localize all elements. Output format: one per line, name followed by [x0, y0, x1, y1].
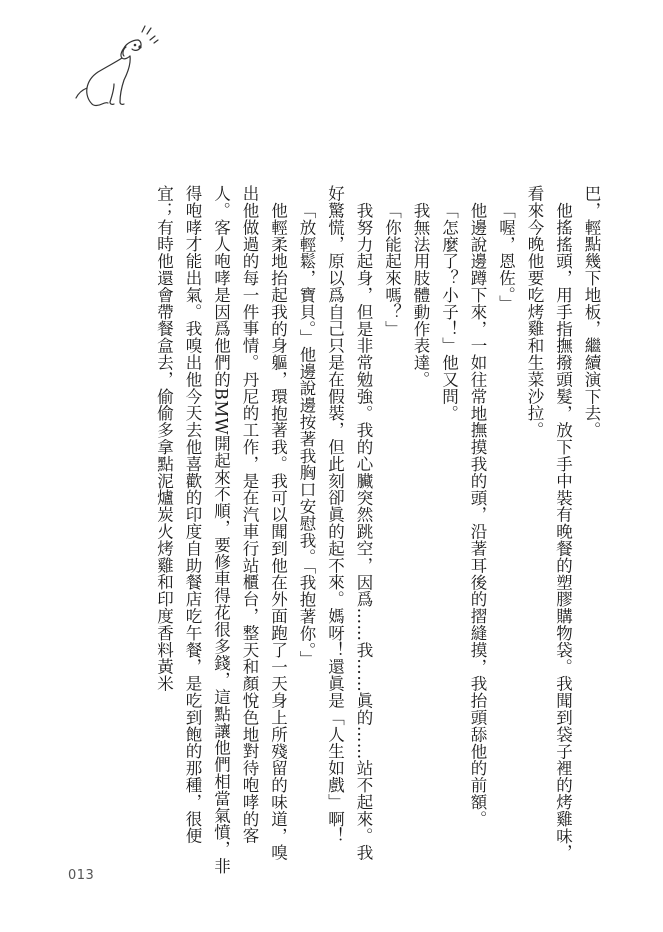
paragraph: 「放輕鬆，寶貝。」他邊說邊按著我胸口安慰我。「我抱著你。」 — [297, 201, 316, 667]
paragraph: 巴，輕點幾下地板，繼續演下去。 — [582, 185, 601, 439]
body-text — [149, 185, 605, 875]
paragraph: 他搖搖頭，用手指撫撥頭髮，放下手中裝有晚餐的塑膠購物袋。我聞到袋子裡的烤雞味，看來今晚他要吃烤雞和生菜沙拉。 — [525, 185, 573, 861]
paragraph: 「你能起來嗎？」 — [382, 201, 402, 337]
paragraph: 「喔，恩佐。」 — [496, 201, 516, 312]
sitting-dog-sketch-icon — [68, 18, 178, 118]
paragraph: 「怎麼了？小子！」他又問。 — [439, 201, 459, 422]
page-number: 013 — [68, 868, 95, 883]
paragraph: 我無法用肢體動作表達。 — [411, 201, 430, 388]
paragraph: 他邊說邊蹲下來，一如往常地撫摸我的頭，沿著耳後的摺縫摸，我抬頭舔他的前額。 — [468, 201, 487, 827]
paragraph: 我努力起身，但是非常勉強。我的心臟突然跳空，因爲……我……眞的……站不起來。我好驚慌，原以爲自己只是在假裝，但此刻卻眞的起不來。媽呀！還眞是「人生如戲」啊！ — [325, 185, 373, 861]
paragraph: 他輕柔地抬起我的身軀，環抱著我。我可以聞到他在外面跑了一天身上所殘留的味道，嗅出他做過的每一件事情。丹尼的工作，是在汽車行站櫃台，整天和顏悅色地對待咆哮的客人。客人咆哮是因爲他們的BMW開起來不順，要修車得花很多錢，這點讓他們相當氣憤，非得咆哮才能出氣。我嗅出他今天去他喜歡的印度自助餐店吃午餐，是吃到飽的那種，很便宜；有時他還會帶餐盒去，偷偷多拿點泥爐炭火烤雞和印度香料黃米 — [154, 185, 288, 875]
